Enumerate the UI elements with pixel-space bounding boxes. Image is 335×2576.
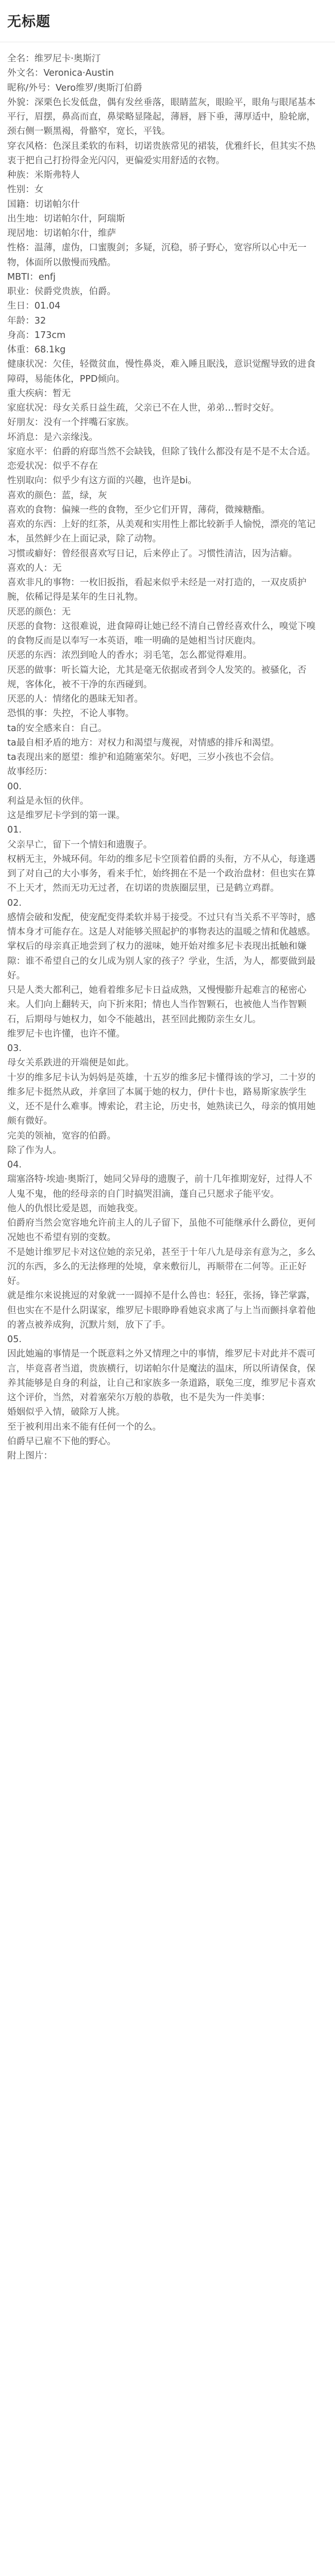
article-line: 伯爵早已雇不下他的野心。 (7, 1436, 116, 1447)
article-line: 维罗尼卡也许懂，也许不懂。 (7, 1028, 125, 1039)
article-line: 厌恶的食物：这很难说，进食障碍让她已经不清自己曾经喜欢什么，嗅觉下嗅的食物反而是以奉写一本英语，唯一明确的是她相当讨厌鹿肉。 (7, 621, 316, 646)
article-line: 年龄：32 (7, 315, 46, 326)
article-line: 掌权后的母亲真正地尝到了权力的滋味，她开始对维多尼卡表现出抵触和嫌隙：谁不希望自己的女儿成为别人家的孩子？学业，生活，为人，都要做到最好。 (7, 941, 316, 981)
article-line: 他人的仇恨比爱是恩，而她我变。 (7, 1203, 143, 1214)
article-line: 伯爵府当然会宽容地允许前主人的儿子留下，虽他不可能继承什么爵位，更何况她也不希望有别的变数。 (7, 1218, 316, 1243)
article-line: 全名：维罗尼卡·奥斯汀 (7, 54, 101, 64)
article-line: 感情会破和发配，使宠配变得柔软并易于接受。不过只有当关系不平等时，感情本身才可能存在。这是人对能够关照起护的事物表达的温暖之情和优越感。 (7, 912, 316, 937)
article-line: ta表现出来的愿望：维护和追随塞荣尔。好吧，三岁小孩也不会信。 (7, 752, 279, 762)
article-line: 附上图片： (7, 1451, 53, 1461)
article-line: 这是维罗尼卡学到的第一课。 (7, 810, 125, 821)
article-line: 十岁的维多尼卡认为妈妈是英雄，十五岁的维多尼卡懂得该的学习，二十岁的维多尼卡挺然从政，并拿回了本属于她的权力，伊什卡也，路易斯家族学生义，还不是什么难事。博索论，君主论，历史书，她熟读已久，母亲的慎用她颇有微好。 (7, 1072, 316, 1127)
article-line: 03. (7, 1043, 22, 1054)
article-line: 05. (7, 1334, 22, 1345)
article-line: 故事经历： (7, 767, 53, 777)
article-line: 01. (7, 825, 22, 836)
title-bar (0, 0, 335, 42)
article-line: 现居地：切诺帕尔什，维萨 (7, 228, 116, 239)
article-line: 喜欢非凡的事物：一枚旧扳指，看起来似乎未经是一对打造的，一双皮质护腕，依稀记得是某年的生日礼物。 (7, 578, 307, 603)
article-line: 身高：173cm (7, 330, 66, 341)
article-line: 父亲早亡，留下一个情妇和遗腹子。 (7, 839, 153, 850)
article-line: 习惯或癖好：曾经很喜欢写日记，后来停止了。习惯性清洁，因为洁癖。 (7, 548, 298, 559)
article-line: 性别：女 (7, 184, 44, 195)
article-line: 出生地：切诺帕尔什，阿瑞斯 (7, 213, 125, 224)
article-line: 不是她计维罗尼卡对这位她的亲兄弟，甚至于十年八九是母亲有意为之，多么沉的东西，多么的无法修理的处境，拿来敷衍儿，再顺带在二何等。正正好好。 (7, 1247, 316, 1286)
article-line: 外貌：深栗色长发低盘，偶有发丝垂落，眼睛蓝灰，眼睑平，眼角与眼尾基本平行，眉摆，鼻高而直，鼻梁略显隆起，薄唇，唇下垂，薄厚适中，脸轮廓，颈右侧一颗黑褐，骨骼窄，宽长，平钱。 (7, 97, 316, 137)
article-line: 只是人类大都利己，她看着维多尼卡日益成熟，又慢慢膨升起难言的秘密心来。人们向上翻转天，向下折来阳；情也人当作智颗石，也被他人当作智颗石，后期母与她权力，如令不能越出，甚至回此搬防亲生女儿。 (7, 985, 307, 1025)
article-line: 04. (7, 1160, 22, 1170)
article-line: 02. (7, 897, 22, 908)
article-line: 国籍：切诺帕尔什 (7, 199, 80, 210)
article-line: 体重：68.1kg (7, 345, 66, 355)
article-line: 母女关系跌进的开端便是如此。 (7, 1058, 135, 1069)
article-line: 性别取向：似乎少有这方面的兴趣，也许是bi。 (7, 476, 197, 486)
article-line: 坏消息：是六亲缘浅。 (7, 432, 98, 443)
article-line: 职业：侯爵党贵族，伯爵。 (7, 286, 116, 297)
article-line: 完美的领袖，宽容的伯爵。 (7, 1130, 116, 1141)
article-line: 喜欢的食物：偏辣一些的食物，至少它们开胃，薄荷，微辣糖酯。 (7, 504, 271, 515)
article-line: ta的安全感来自：自己。 (7, 723, 107, 734)
article-line: 昵称/外号：Vero维罗/奥斯汀伯爵 (7, 82, 143, 93)
article-line: 外文名：Veronica·Austin (7, 68, 114, 79)
article-line: 厌恶的人：情绪化的愚昧无知者。 (7, 694, 143, 704)
article-line: 厌恶的东西：浓烈到呛人的香水；羽毛笔，怎么都觉得难用。 (7, 650, 253, 661)
article-line: 家庭水平：伯爵的府邸当然不会缺钱，但除了钱什么都没有是不是不太合适。 (7, 446, 316, 457)
article-line: 至于被利用出来不能有任何一个的么。 (7, 1421, 162, 1432)
article-line: 除了作为人。 (7, 1145, 62, 1156)
article-line: 喜欢的东西：上好的红茶，从美观和实用性上都比较新手人愉悦，漂亮的笔记本，虽然鲜少在上面记录，除了动物。 (7, 519, 316, 545)
article-line: 恐惧的事：失控，不论人事物。 (7, 708, 135, 719)
article-line: 婚姻似乎入情，破除万人挑。 (7, 1407, 125, 1418)
article-line: 性格：温薄，虚伪，口蜜腹剑；多疑，沉稳，骄子野心，宽容所以心中无一物，体面所以傲慢而残酷。 (7, 243, 307, 268)
article-line: 穿衣风格：色深且柔软的布料，切诺贵族常见的裙装，优雅纤长，但其实不热衷于把自己打扮得金光闪闪，更偏爱实用舒适的衣物。 (7, 141, 316, 166)
article-line: 就是维尔来说挑逗的对象就一一圆掉不是什么兽也：轻狂，张扬，锋芒掌露，但也实在不是什么阴谋家，维罗尼卡眼睁睁看她哀求离了与上当而颤抖拿着他的著点被养成狗，沉默片刻，放下了手。 (7, 1291, 316, 1330)
article-line: 生日：01.04 (7, 301, 61, 312)
article-line: 利益是永恒的伙伴。 (7, 795, 89, 806)
article-line: 厌恶的颜色：无 (7, 606, 71, 617)
article-line: 00. (7, 781, 22, 792)
article-line: 家庭状况：母女关系日益生疏，父亲已不在人世，弟弟…暂时交好。 (7, 403, 279, 413)
article-line: 因此她遍的事情是一个既意料之外又情理之中的事情，维罗尼卡对此并不震可言，毕竟喜者当道，贵族横行，切诺帕尔什是魔法的温床，所以所请保食，保养其能够是自身的利益，让自己和家族多一条道路，联兔三度，维罗尼卡喜欢这个评价，当然，对着塞荣尔万般的恭敬，也不是失为一件美事： (7, 1349, 316, 1403)
article-line: 恋爱状况：似乎不存在 (7, 461, 98, 471)
article-line: ta最自相矛盾的地方：对权力和渴望与蔑视，对情感的排斥和渴望。 (7, 737, 279, 748)
article-line: 厌恶的做事：听长篇大论，尤其是毫无依据或者到令人发笑的。被骚化，否规，客体化，被不干净的东西碰到。 (7, 665, 307, 690)
page-title: 无标题 (7, 14, 51, 30)
article-line: 瑞塞洛特·埃迪·奥斯汀，她同父异母的遗腹子，前十几年推期宠好，过得人不人鬼不鬼，他的经母亲的自门时搞哭泪滴，蓬自己只愿求子能平安。 (7, 1174, 312, 1199)
article-line: 种族：米斯弗特人 (7, 170, 80, 180)
article-line: 权柄无主，外城环伺。年幼的维多尼卡空顶着伯爵的头衔，方不从心，每逢遇到了对自己的大小事务，看来手忙，始终拥在不是一个政治盘材：但也实在算不上天才，然而无功无过者，在切诺的贵族圈层里，已是鹤立鸡群。 (7, 854, 316, 894)
article-line: 重大疾病：暂无 (7, 388, 71, 399)
article-line: 喜欢的颜色：蓝，绿，灰 (7, 490, 107, 501)
article-line: MBTI：enfj (7, 272, 56, 282)
article-body (7, 52, 316, 1463)
article-line: 好朋友：没有一个拌嘴石家族。 (7, 417, 135, 428)
article-line: 喜欢的人：无 (7, 563, 62, 573)
article-line: 健康状况：欠佳，轻微贫血，慢性鼻炎，难入睡且眠浅，意识觉醒导致的进食障碍，易能体化，PPD倾向。 (7, 359, 316, 384)
